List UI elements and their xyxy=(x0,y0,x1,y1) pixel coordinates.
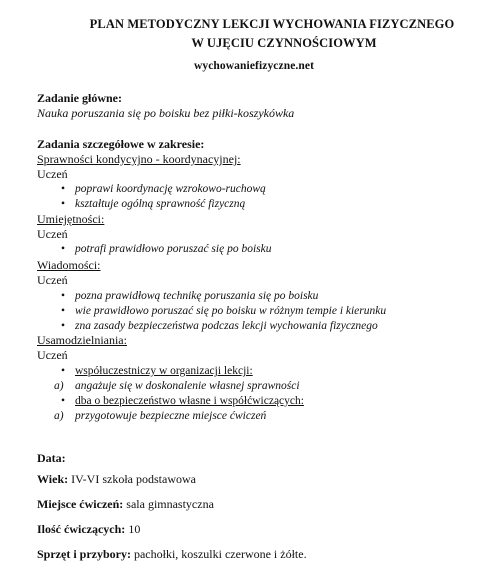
independence-section-label: Usamodzielniania: xyxy=(37,333,127,347)
detailed-tasks-heading: Zadania szczegółowe w zakresie: xyxy=(37,137,205,151)
list-item-text: pozna prawidłową technikę poruszania się po boisku xyxy=(75,290,319,302)
list-item-text: kształtuje ogólną sprawność fizyczną xyxy=(75,198,246,210)
site-name: wychowaniefizyczne.net xyxy=(193,60,315,72)
bullet-icon: • xyxy=(60,395,66,407)
fitness-student-label: Uczeń xyxy=(37,167,68,181)
main-task-label: Zadanie główne: xyxy=(37,91,123,105)
list-item-text: przygotowuje bezpieczne miejsce ćwiczeń xyxy=(75,410,267,422)
bullet-icon: • xyxy=(60,365,66,377)
count-label: Ilość ćwiczących: xyxy=(37,522,126,536)
main-task-text: Nauka poruszania się po boisku bez piłki-koszykówka xyxy=(37,106,295,120)
independence-student-label: Uczeń xyxy=(37,348,68,362)
skills-section-label: Umiejętności: xyxy=(37,212,105,226)
equipment-value: pachołki, koszulki czerwone i żółte. xyxy=(130,547,307,561)
list-marker-a: a) xyxy=(54,410,64,422)
equipment-label: Sprzęt i przybory: xyxy=(37,547,131,561)
age-row xyxy=(37,472,196,487)
list-item-text: potrafi prawidłowo poruszać się po boisku xyxy=(75,243,272,255)
document-title-line1: PLAN METODYCZNY LEKCJI WYCHOWANIA FIZYCZNEGO xyxy=(89,17,455,31)
list-item-text: zna zasady bezpieczeństwa podczas lekcji wychowania fizycznego xyxy=(75,320,378,332)
bullet-icon: • xyxy=(60,305,66,317)
list-item-text: dba o bezpieczeństwo własne i współćwiczących: xyxy=(75,395,304,407)
bullet-icon: • xyxy=(60,243,66,255)
age-label: Wiek: xyxy=(37,472,69,486)
skills-student-label: Uczeń xyxy=(37,227,68,241)
place-row xyxy=(37,497,214,512)
bullet-icon: • xyxy=(60,183,66,195)
equipment-row xyxy=(37,547,307,562)
bullet-icon: • xyxy=(60,198,66,210)
list-item-text: angażuje się w doskonalenie własnej sprawności xyxy=(75,380,300,392)
count-value: 10 xyxy=(125,522,141,536)
place-value: sala gimnastyczna xyxy=(123,497,214,511)
knowledge-student-label: Uczeń xyxy=(37,273,68,287)
fitness-section-label: Sprawności kondycyjno - koordynacyjnej: xyxy=(37,152,241,166)
bullet-icon: • xyxy=(60,290,66,302)
data-heading: Data: xyxy=(37,451,66,465)
document-title-line2: W UJĘCIU CZYNNOŚCIOWYM xyxy=(191,36,377,50)
list-item-text: współuczestniczy w organizacji lekcji: xyxy=(75,365,253,377)
list-item-text: wie prawidłowo poruszać się po boisku w różnym tempie i kierunku xyxy=(75,305,387,317)
list-marker-a: a) xyxy=(54,380,64,392)
place-label: Miejsce ćwiczeń: xyxy=(37,497,124,511)
age-value: IV-VI szkoła podstawowa xyxy=(68,472,196,486)
count-row xyxy=(37,522,140,537)
knowledge-section-label: Wiadomości: xyxy=(37,258,101,272)
list-item-text: poprawi koordynację wzrokowo-ruchową xyxy=(75,183,266,195)
bullet-icon: • xyxy=(60,320,66,332)
